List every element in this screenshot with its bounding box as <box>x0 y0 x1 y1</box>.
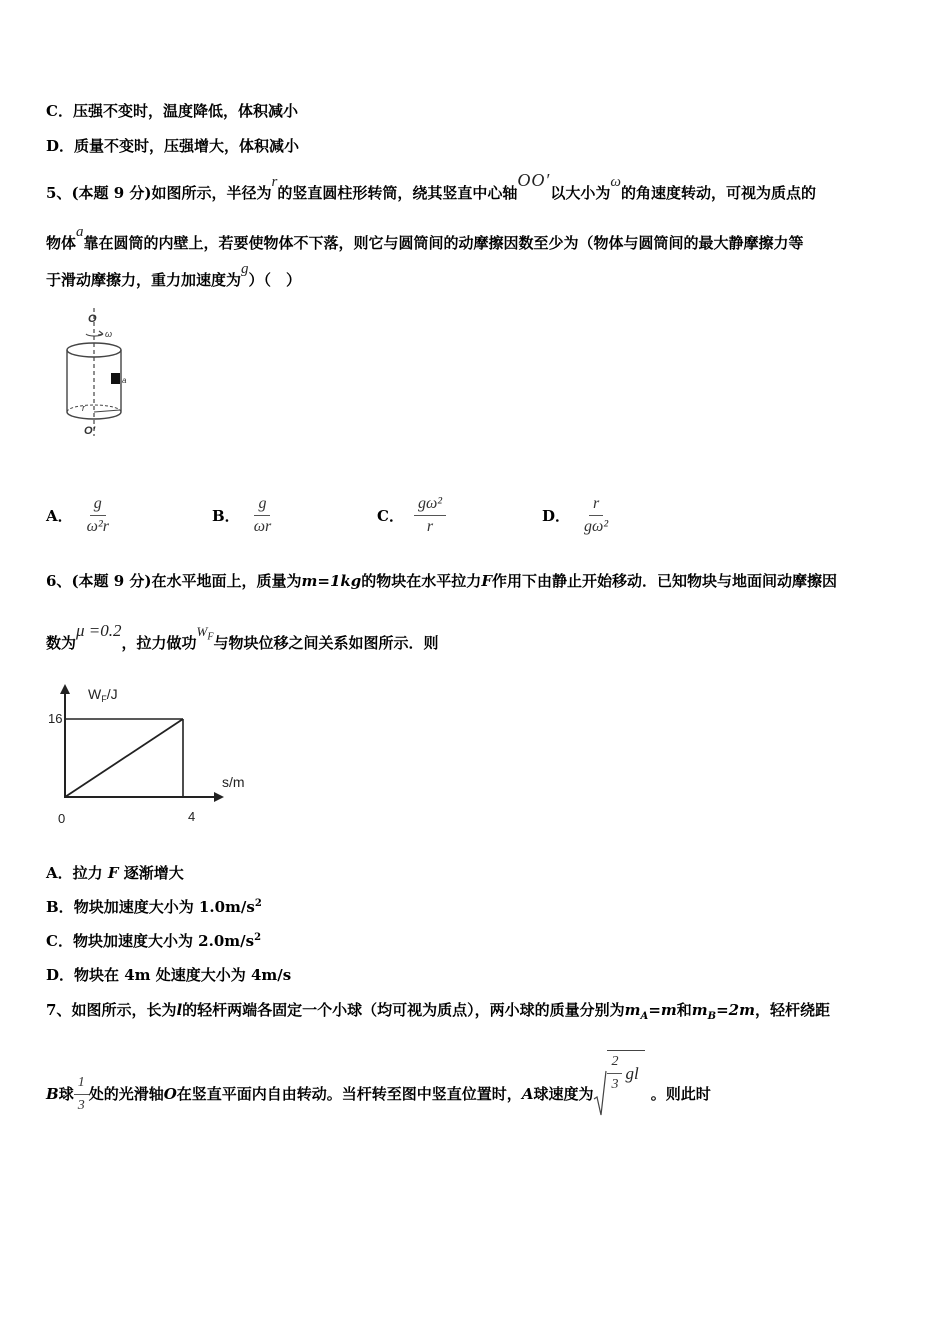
radius-label: r <box>82 403 85 413</box>
omega-label: ω <box>105 329 113 339</box>
origin-label: 0 <box>58 811 66 826</box>
q5-cylinder-figure <box>50 306 150 448</box>
q4-option-d: D．质量不变时，压强增大，体积减小 <box>46 137 300 155</box>
chart-series-line <box>65 719 183 797</box>
y-tick-label: 16 <box>48 711 63 726</box>
q5-stem-line1: 5、(本题 9 分)如图所示，半径为r的竖直圆柱形转筒，绕其竖直中心轴OO′以大小为ω的角速度转动，可视为质点的 <box>46 170 816 202</box>
fraction: $\frac{g}{\omega r}$ <box>253 494 272 535</box>
x-axis-label: s/m <box>222 774 245 790</box>
q5-option-a: A． $\frac{g}{\text{ω²r}}$ <box>46 490 113 540</box>
q5-stem-line3: 于滑动摩擦力，重力加速度为g）（ ） <box>46 261 302 289</box>
x-tick-label: 4 <box>188 809 196 824</box>
y-axis-arrow <box>60 684 70 694</box>
fraction-one-third: $\frac{1}{3}$ <box>74 1074 89 1115</box>
q4-option-c: C．压强不变时，温度降低，体积减小 <box>46 102 298 120</box>
q5-option-c: C． $\frac{\text{gω²}}{r}$ <box>377 490 446 540</box>
x-axis-arrow <box>214 792 224 802</box>
y-axis-label: $W_F/J$ <box>88 686 118 704</box>
q6-option-b: B．物块加速度大小为 $1.0m/s^2$ <box>46 898 262 916</box>
q6-option-c: C．物块加速度大小为 $2.0m/s^2$ <box>46 932 262 950</box>
q5-option-b: B． $\frac{g}{\omega r}$ <box>212 490 275 540</box>
q6-option-d: D．物块在 4m 处速度大小为 4m/s <box>46 966 292 984</box>
axis-label-top: O <box>88 313 97 325</box>
q7-stem-line2: B 球 $\frac{1}{3}$ 处的光滑轴 O 在竖直平面内自由转动。当杆转至图中竖直位置时， A 球速度为 $\frac{2}{3}$ gl 。则此时 <box>46 1066 711 1122</box>
q7-stem-line1: 7、如图所示，长为l的轻杆两端各固定一个小球（均可视为质点），两小球的质量分别为$m_A=m$和$m_B=2m$，轻杆绕距 <box>46 1001 831 1022</box>
q6-stem-line2: 数为μ =0.2，拉力做功$W_F$与物块位移之间关系如图所示．则 <box>46 621 439 652</box>
fraction: $\frac{\text{gω²}}{r}$ <box>414 495 446 536</box>
object-a-label: a <box>122 376 127 385</box>
q5-option-d: D． $\frac{r}{\text{gω²}}$ <box>542 490 612 540</box>
q6-stem-line1: 6、(本题 9 分)在水平地面上，质量为m=1kg的物块在水平拉力F作用下由静止开始移动．已知物块与地面间动摩擦因 <box>46 572 837 590</box>
axis-label-bottom: O′ <box>84 425 96 437</box>
rotation-arrow-head <box>98 331 103 335</box>
q6-work-displacement-chart <box>40 680 270 830</box>
sqrt-expression: $\frac{2}{3}$ gl <box>593 1069 644 1119</box>
q5-stem-line2: 物体a靠在圆筒的内壁上，若要使物体不下落，则它与圆筒间的动摩擦因数至少为（物体与圆筒间的最大静摩擦力等 <box>46 224 804 252</box>
q6-option-a: A．拉力 F 逐渐增大 <box>46 864 184 882</box>
fraction: $\frac{g}{\text{ω²r}}$ <box>86 494 109 535</box>
sqrt-sign <box>593 1069 607 1119</box>
radius-line <box>94 410 120 412</box>
object-a-block <box>111 373 120 384</box>
fraction: $\frac{r}{\text{gω²}}$ <box>584 494 609 535</box>
